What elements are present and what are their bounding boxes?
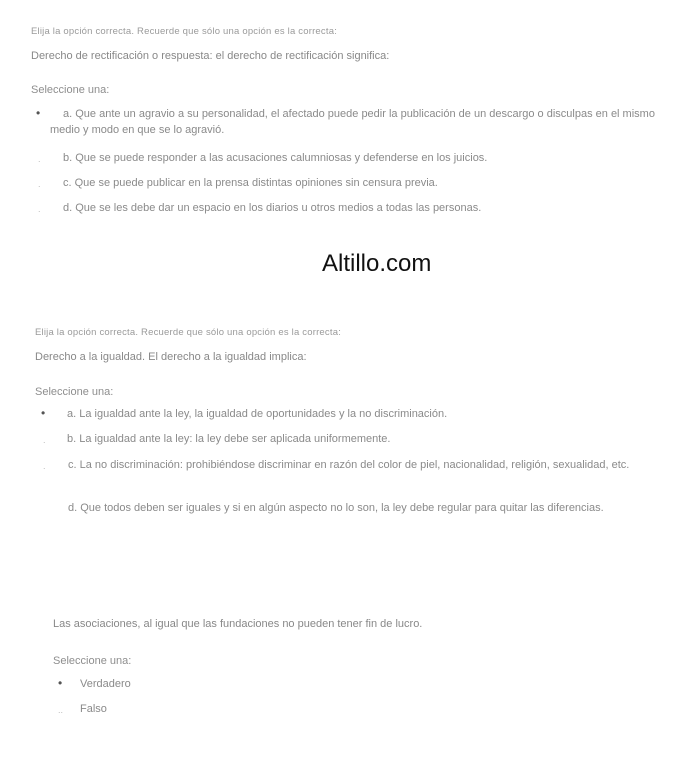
q1-option-d-text: d. Que se les debe dar un espacio en los diarios u otros medios a todas las personas.: [63, 202, 482, 214]
q1-question: Derecho de rectificación o respuesta: el derecho de rectificación significa:: [31, 50, 390, 62]
altillo-logo: Altillo.com: [322, 250, 432, 277]
q2-option-b-text: b. La igualdad ante la ley: la ley debe ser aplicada uniformemente.: [67, 433, 391, 445]
q3-question: Las asociaciones, al igual que las fundaciones no pueden tener fin de lucro.: [53, 618, 423, 630]
radio-empty-icon[interactable]: ..: [58, 705, 64, 715]
radio-empty-icon[interactable]: .: [38, 154, 41, 164]
q1-select-label: Seleccione una:: [31, 84, 110, 96]
radio-selected-icon[interactable]: [58, 675, 62, 691]
q2-select-label: Seleccione una:: [35, 386, 114, 398]
radio-selected-icon[interactable]: [41, 405, 45, 421]
q2-option-a-text: a. La igualdad ante la ley, la igualdad de oportunidades y la no discriminación.: [67, 408, 448, 420]
radio-selected-icon[interactable]: [36, 105, 40, 121]
radio-empty-icon[interactable]: .: [38, 179, 41, 189]
q2-instruction: Elija la opción correcta. Recuerde que sólo una opción es la correcta:: [35, 327, 342, 338]
q3-select-label: Seleccione una:: [53, 655, 132, 667]
q2-option-d-text: d. Que todos deben ser iguales y si en algún aspecto no lo son, la ley debe regular para quitar las diferencias.: [68, 502, 604, 514]
q1-option-a-text: a. Que ante un agravio a su personalidad, el afectado puede pedir la publicación de un descargo o disculpas en el mismo medio y modo en que se lo agravió.: [50, 108, 655, 136]
q1-instruction: Elija la opción correcta. Recuerde que sólo una opción es la correcta:: [31, 26, 338, 37]
radio-empty-icon[interactable]: .: [38, 204, 41, 214]
q1-option-c-text: c. Que se puede publicar en la prensa distintas opiniones sin censura previa.: [63, 177, 438, 189]
q2-option-c-text: c. La no discriminación: prohibiéndose discriminar en razón del color de piel, nacionalidad, religión, sexualidad, etc.: [68, 459, 630, 471]
q3-option-false-text: Falso: [80, 703, 107, 715]
radio-empty-icon[interactable]: .: [43, 435, 46, 445]
q3-option-true-text: Verdadero: [80, 678, 131, 690]
q1-option-b-text: b. Que se puede responder a las acusaciones calumniosas y defenderse en los juicios.: [63, 152, 488, 164]
q2-question: Derecho a la igualdad. El derecho a la igualdad implica:: [35, 351, 307, 363]
radio-empty-icon[interactable]: .: [43, 461, 46, 471]
